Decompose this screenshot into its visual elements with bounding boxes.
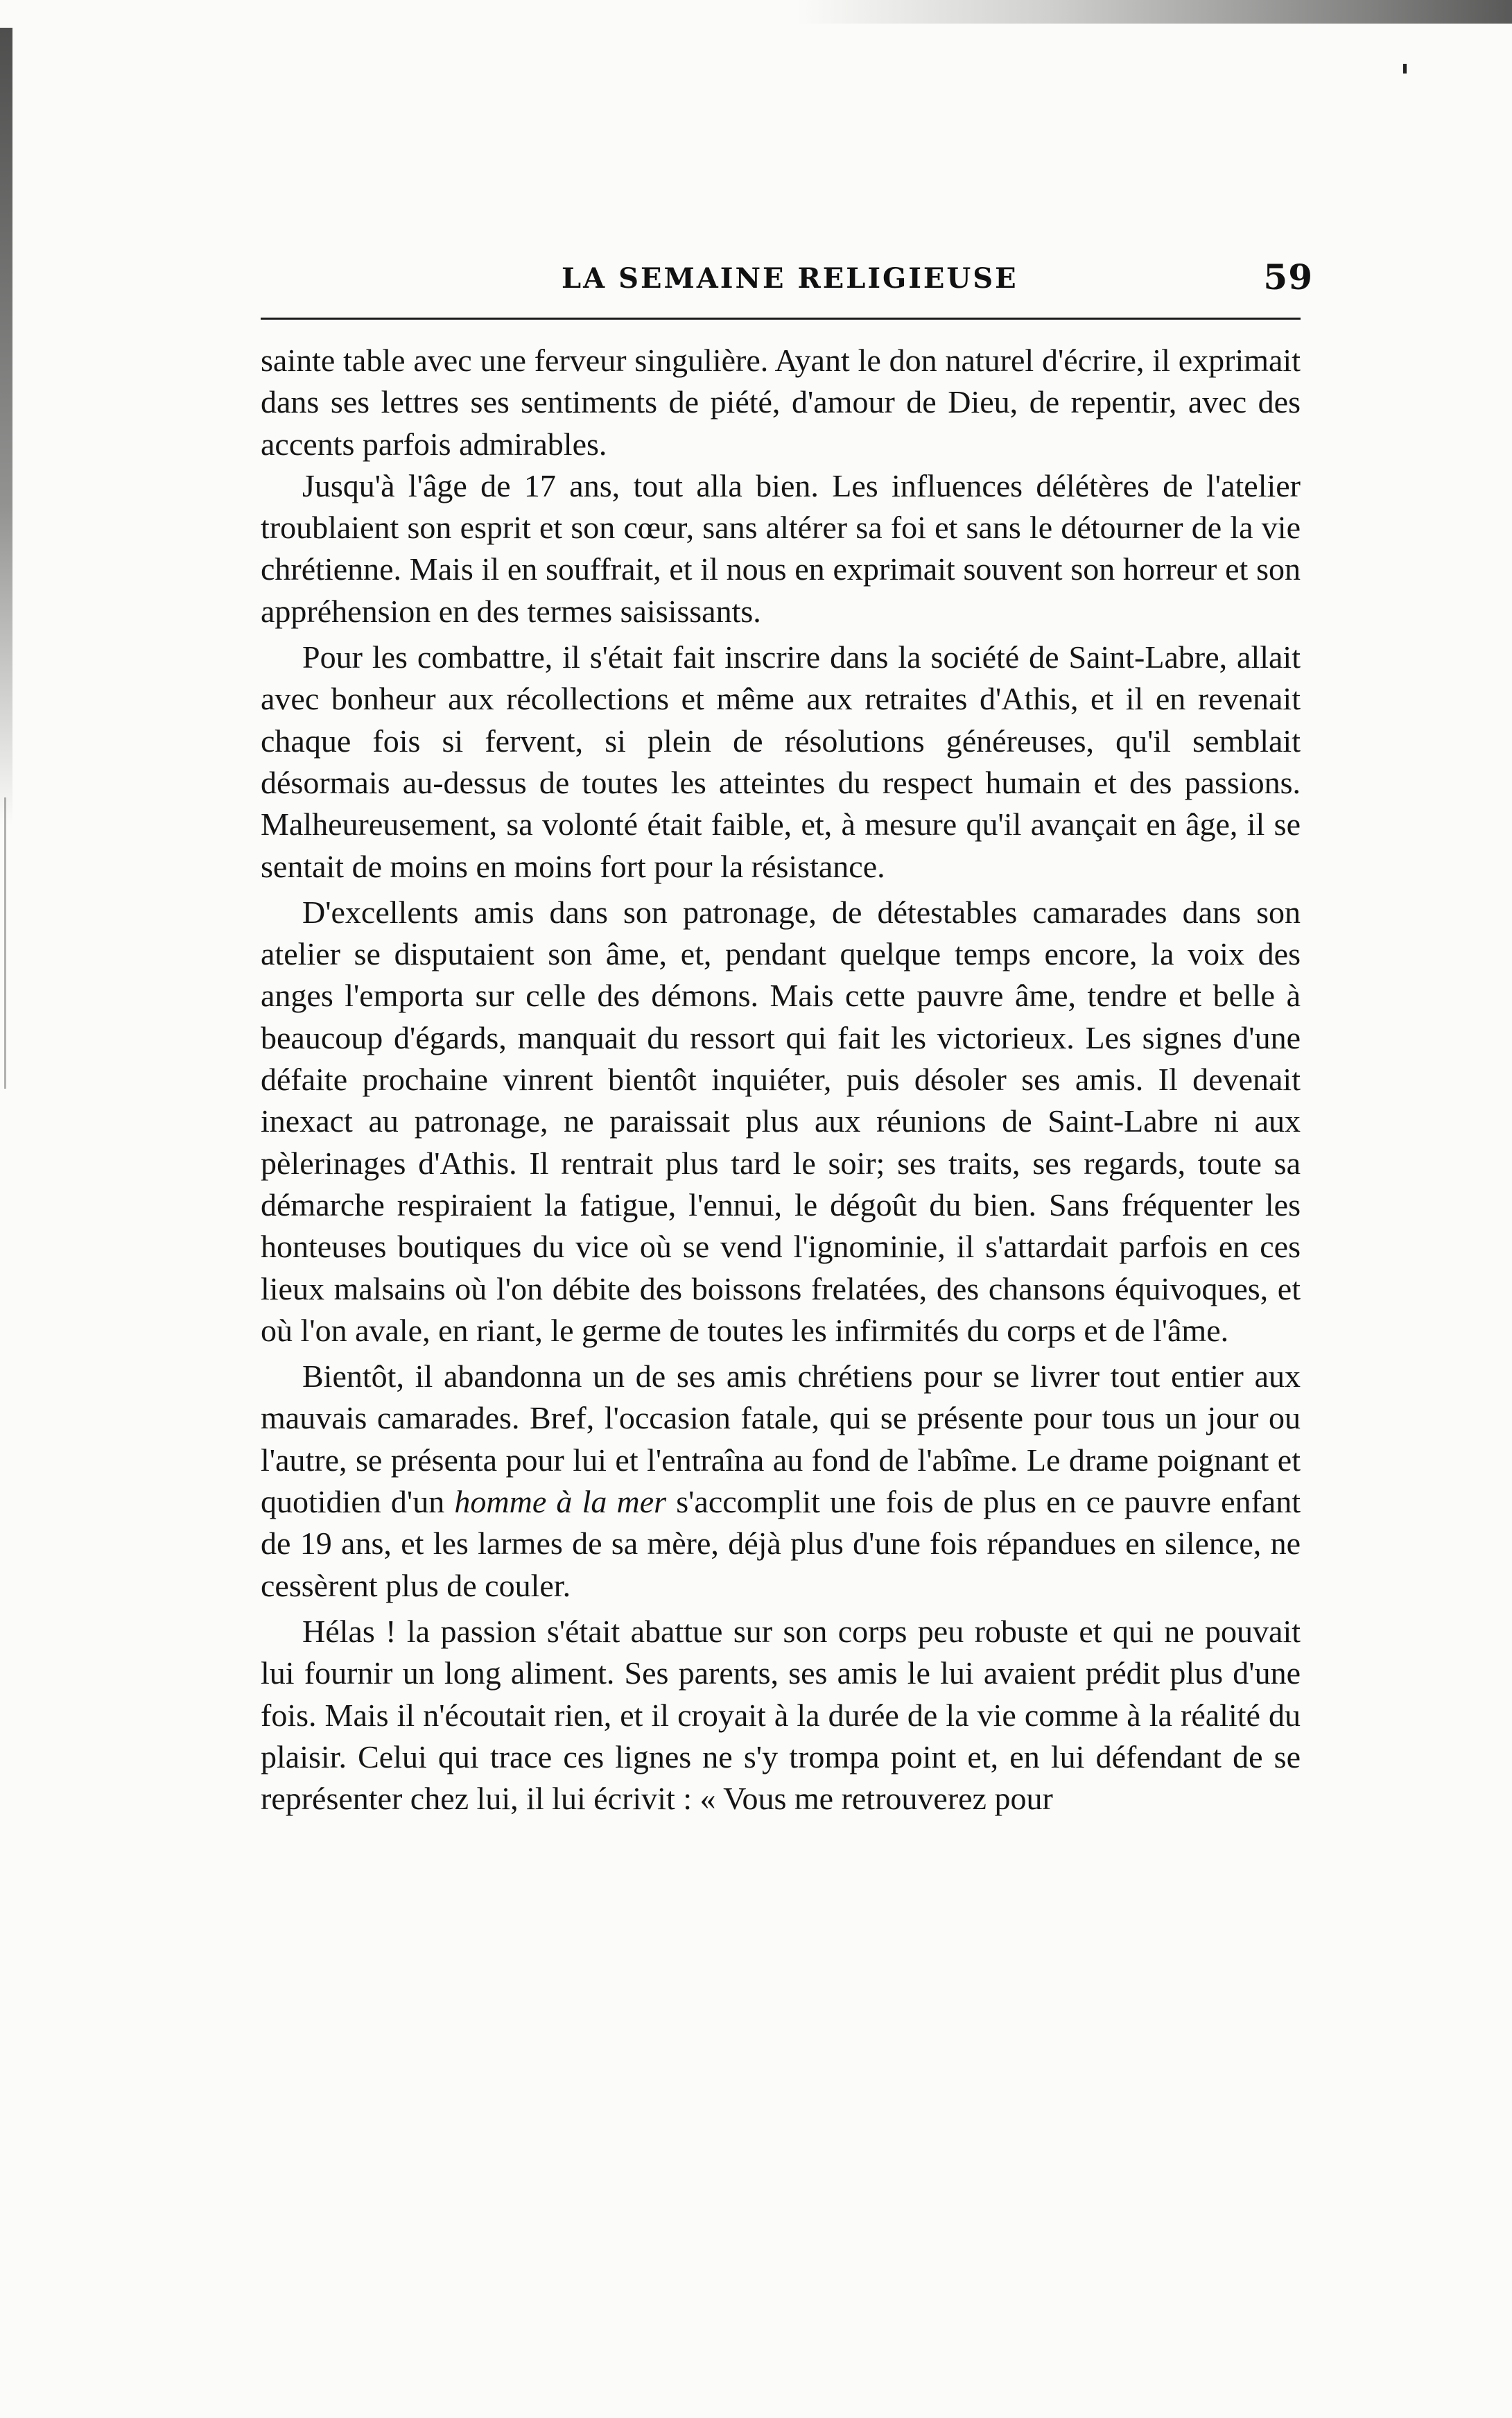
paragraph-6: Hélas ! la passion s'était abattue sur son corps peu robuste et qui ne pouvait lui fournir un long aliment. Ses parents, ses amis le lui avaient prédit plus d'une fois. Mais il n'écoutait rien, et il croyait à la durée de la vie comme à la réalité du plaisir. Celui qui trace ces lignes ne s'y trompa point et, en lui défendant de se représenter chez lui, il lui écrivit : « Vous me retrouverez pour [261, 1613, 1301, 1817]
page-number: 59 [1263, 257, 1313, 297]
paragraph-5-before: Bientôt, il abandonna un de ses amis chrétiens pour se livrer tout entier aux mauvais camarades. Bref, l'occasion fatale, qui se présente pour tous un jour ou l'autre, se présenta pour lui et l'entraîna au fond de l'abîme. Le drame poignant et quotidien d'un [261, 1358, 1301, 1520]
body-text [261, 340, 1301, 1820]
paragraph-1: sainte table avec une ferveur singulière. Ayant le don naturel d'écrire, il exprimait dans ses lettres ses sentiments de piété, d'amour de Dieu, de repentir, avec des accents parfois admirables. [261, 343, 1301, 462]
running-header [261, 257, 1313, 305]
scan-noise-top [797, 0, 1512, 24]
paragraph-5-italic: homme à la mer [454, 1484, 667, 1520]
scan-edge-left [0, 28, 12, 825]
scan-edge-left-thin [4, 797, 6, 1089]
paragraph-5-after: s'accomplit une fois de plus en ce pauvre enfant de 19 ans, et les larmes de sa mère, déjà plus d'une fois répandues en silence, ne cessèrent plus de couler. [261, 1484, 1301, 1603]
paragraph-4: D'excellents amis dans son patronage, de détestables camarades dans son atelier se disputaient son âme, et, pendant quelque temps encore, la voix des anges l'emporta sur celle des démons. Mais cette pauvre âme, tendre et belle à beaucoup d'égards, manquait du ressort qui fait les victorieux. Les signes d'une défaite prochaine vinrent bientôt inquiéter, puis désoler ses amis. Il devenait inexact au patronage, ne paraissait plus aux réunions de Saint-Labre ni aux pèlerinages d'Athis. Il rentrait plus tard le soir; ses traits, ses regards, toute sa démarche respiraient la fatigue, l'ennui, le dégoût du bien. Sans fréquenter les honteuses boutiques du vice où se vend l'ignominie, il s'attardait parfois en ces lieux malsains où l'on débite des boissons frelatées, des chansons équivoques, et où l'on avale, en riant, le germe de toutes les infirmités du corps et de l'âme. [261, 894, 1301, 1348]
header-rule [261, 318, 1301, 320]
paragraph-5 [261, 1356, 1301, 1607]
scan-speck [1403, 64, 1407, 74]
running-title: LA SEMAINE RELIGIEUSE [562, 262, 1018, 295]
paragraph-3: Pour les combattre, il s'était fait inscrire dans la société de Saint-Labre, allait avec bonheur aux récollections et même aux retraites d'Athis, et il en revenait chaque fois si fervent, si plein de résolutions généreuses, qu'il semblait désormais au-dessus de toutes les atteintes du respect humain et des passions. Malheureusement, sa volonté était faible, et, à mesure qu'il avançait en âge, il se sentait de moins en moins fort pour la résistance. [261, 639, 1301, 884]
paragraph-2: Jusqu'à l'âge de 17 ans, tout alla bien. Les influences délétères de l'atelier troublaient son esprit et son cœur, sans altérer sa foi et sans le détourner de la vie chrétienne. Mais il en souffrait, et il nous en exprimait souvent son horreur et son appréhension en des termes saisissants. [261, 467, 1301, 629]
